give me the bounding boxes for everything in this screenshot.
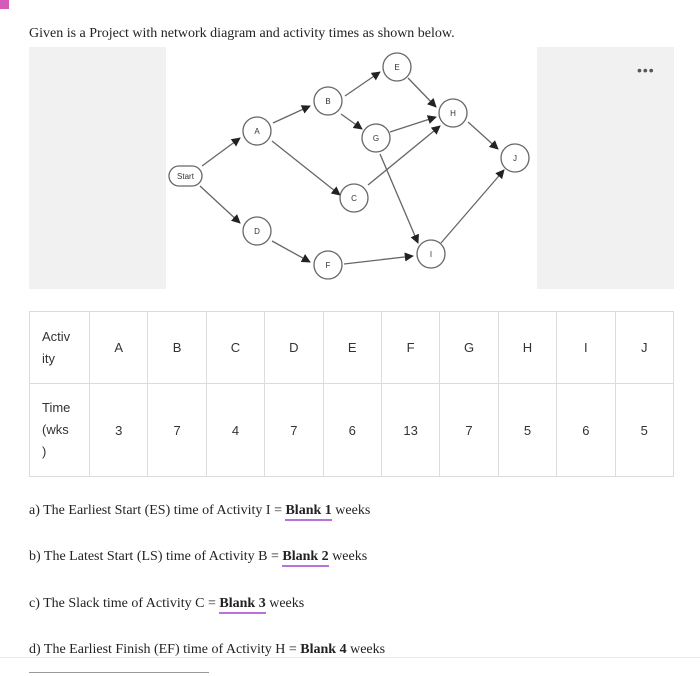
- time-cell: 3: [90, 384, 148, 477]
- node-label-e: E: [394, 63, 400, 72]
- node-label-i: I: [429, 250, 433, 259]
- edge-b-e: [345, 72, 380, 96]
- image-background-left: [29, 47, 166, 289]
- node-label-start: Start: [177, 172, 194, 181]
- question-prompt: Given is a Project with network diagram and activity times as shown below.: [29, 26, 455, 41]
- time-row: [30, 384, 674, 477]
- question-b-text: b) The Latest Start (LS) time of Activity B =: [29, 549, 283, 564]
- question-d-text: d) The Earliest Finish (EF) time of Activity H =: [29, 642, 301, 657]
- activity-cell: A: [90, 312, 148, 384]
- edge-d-f: [272, 241, 310, 262]
- activity-cell: G: [440, 312, 498, 384]
- edge-g-i: [380, 154, 418, 243]
- time-cell: 7: [440, 384, 498, 477]
- activity-cell: E: [323, 312, 381, 384]
- activity-cell: F: [381, 312, 439, 384]
- time-cell: 4: [206, 384, 264, 477]
- node-label-b: B: [325, 97, 331, 106]
- activity-cell: B: [148, 312, 206, 384]
- edge-start-d: [200, 186, 240, 223]
- time-header-line2: (wks: [42, 422, 69, 437]
- activity-header-cell: [30, 312, 90, 384]
- activity-header-line2: ity: [42, 350, 55, 366]
- time-header-line3: ): [42, 444, 47, 459]
- edge-f-i: [344, 256, 413, 264]
- activity-row: [30, 312, 674, 384]
- question-b: [29, 549, 367, 565]
- time-cell: 6: [323, 384, 381, 477]
- activity-cell: D: [265, 312, 323, 384]
- question-c-unit: weeks: [265, 596, 305, 611]
- activity-cell: J: [615, 312, 673, 384]
- answer-underline: [29, 672, 209, 673]
- question-a-unit: weeks: [331, 503, 371, 518]
- question-a-text: a) The Earliest Start (ES) time of Activity I =: [29, 503, 286, 518]
- node-label-h: H: [450, 109, 456, 118]
- edge-i-j: [441, 170, 504, 243]
- question-c: [29, 596, 304, 612]
- corner-accent: [0, 0, 9, 9]
- node-label-g: G: [372, 134, 380, 143]
- activity-times-table: [29, 311, 674, 477]
- edge-g-h: [390, 117, 436, 132]
- question-d-unit: weeks: [346, 642, 386, 657]
- blank-2[interactable]: Blank 2: [282, 549, 328, 567]
- edge-e-h: [408, 78, 436, 107]
- activity-cell: I: [557, 312, 615, 384]
- node-label-d: D: [254, 227, 260, 236]
- question-b-unit: weeks: [328, 549, 368, 564]
- time-header-line1: Time: [42, 400, 71, 415]
- activity-cell: H: [498, 312, 556, 384]
- image-background-right: [537, 47, 674, 289]
- edge-a-b: [273, 106, 310, 123]
- edge-start-a: [202, 138, 240, 166]
- time-cell: 6: [557, 384, 615, 477]
- edge-b-g: [341, 114, 362, 129]
- activity-header-line1: Activ: [42, 328, 71, 344]
- question-a: [29, 503, 370, 519]
- divider: [0, 657, 700, 658]
- node-label-f: F: [325, 261, 331, 270]
- time-header-cell: [30, 384, 90, 477]
- time-cell: 5: [615, 384, 673, 477]
- question-d: [29, 642, 385, 658]
- edge-a-c: [272, 141, 340, 195]
- edge-h-j: [468, 122, 498, 149]
- blank-3[interactable]: Blank 3: [219, 596, 265, 614]
- blank-4[interactable]: Blank 4: [300, 642, 347, 657]
- node-label-c: C: [351, 194, 357, 203]
- more-options-icon[interactable]: •••: [637, 62, 655, 78]
- node-label-a: A: [254, 127, 260, 136]
- time-cell: 7: [148, 384, 206, 477]
- blank-1[interactable]: Blank 1: [285, 503, 331, 521]
- time-cell: 7: [265, 384, 323, 477]
- question-c-text: c) The Slack time of Activity C =: [29, 596, 220, 611]
- node-label-j: J: [513, 154, 517, 163]
- time-cell: 13: [381, 384, 439, 477]
- network-diagram: [166, 47, 537, 289]
- time-cell: 5: [498, 384, 556, 477]
- activity-cell: C: [206, 312, 264, 384]
